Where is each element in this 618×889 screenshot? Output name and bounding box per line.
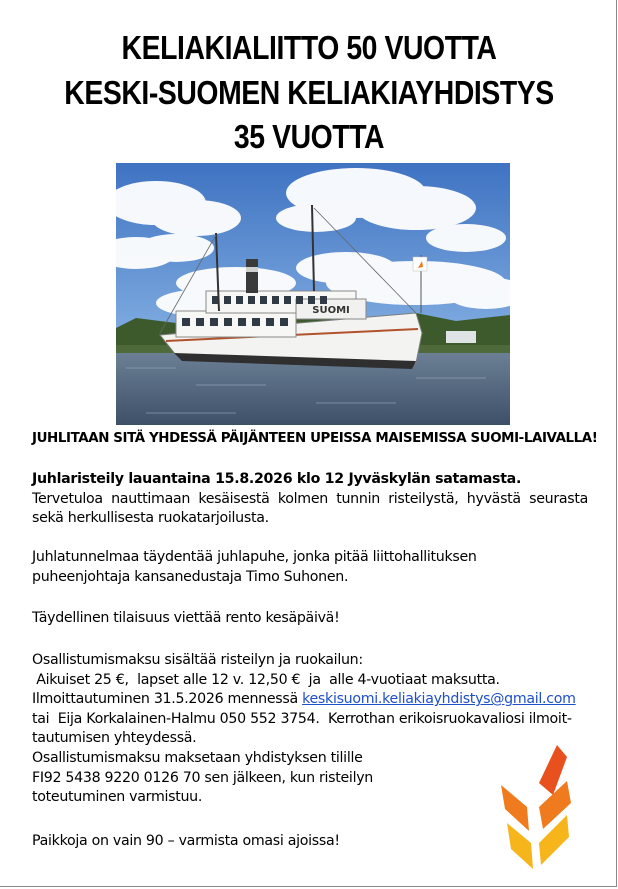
ship-photo [116,163,510,425]
fee-prices: Aikuiset 25 €, lapset alle 12 v. 12,50 € ja alle 4-vuotiaat maksutta. [32,671,500,688]
title-line-3: 35 VUOTTA [233,118,385,155]
tagline: JUHLITAAN SITÄ YHDESSÄ PÄIJÄNTEEN UPEISSA MAISEMISSA SUOMI-LAIVALLA! [32,431,598,446]
contact-continued: tautumisen yhteydessä. [32,730,197,747]
closing-line: Paikkoja on vain 90 – varmista omasi ajoissa! [32,833,340,849]
title-line-2: KESKI-SUOMEN KELIAKIAYHDISTYS [64,74,554,111]
registration-line [32,690,592,710]
logo-leaf-left-lower [507,823,533,869]
event-welcome: Tervetuloa nauttimaan kesäisestä kolmen tunnin risteilystä, hyvästä seurasta sekä herkullisesta ruokatarjoilusta. [32,490,588,527]
ship-name: SUOMI [312,305,350,316]
email-link[interactable]: keskisuomi.keliakiayhdistys@gmail.com [302,691,576,708]
logo-leaf-left-upper [501,785,529,831]
event-section [32,470,588,529]
confirm-line: toteutuminen varmistuu. [32,789,203,806]
speech-paragraph: Juhlatunnelmaa täydentää juhlapuhe, jonka pitää liittohallituksen puheenjohtaja kansanedustaja Timo Suhonen. [32,549,477,585]
registration-prefix: Ilmoittautuminen 31.5.2026 mennessä [32,691,303,708]
wheat-logo [497,745,573,869]
title-line-1: KELIAKIALIITTO 50 VUOTTA [121,29,497,66]
event-headline: Juhlaristeily lauantaina 15.8.2026 klo 12 Jyväskylän satamasta. [32,471,522,487]
account-line: FI92 5438 9220 0126 70 sen jälkeen, kun risteilyn [32,769,373,786]
fee-intro: Osallistumismaksu sisältää risteilyn ja ruokailun: [32,652,363,668]
payment-line: Osallistumismaksu maksetaan yhdistyksen tilille [32,749,363,766]
occasion-line: Täydellinen tilaisuus viettää rento kesäpäivä! [32,610,340,626]
contact-line: tai Eija Korkalainen-Halmu 050 552 3754. Kerrothan erikoisruokavaliosi ilmoit- [32,710,572,727]
